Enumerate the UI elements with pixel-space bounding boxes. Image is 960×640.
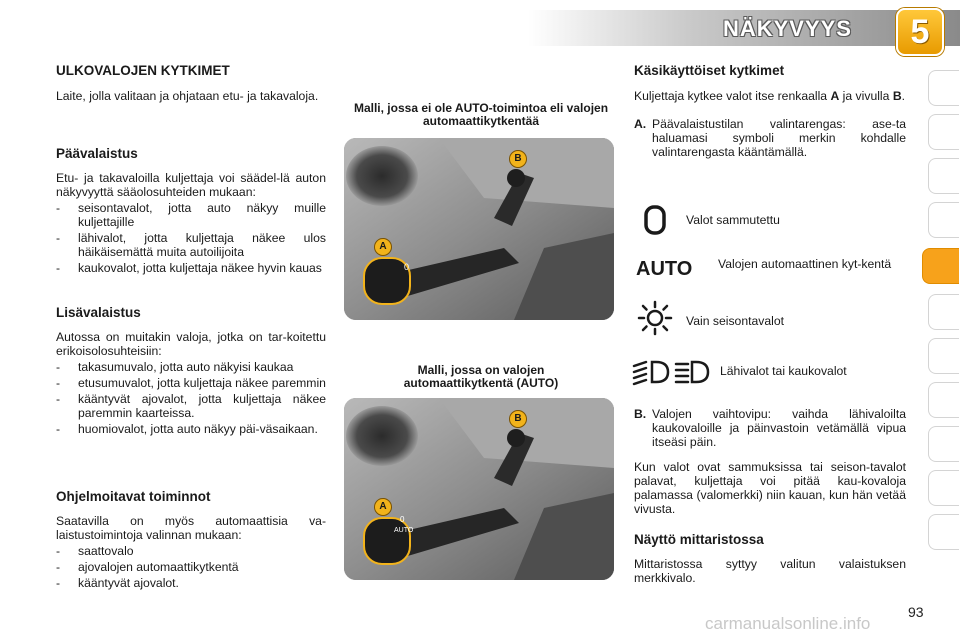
list-item: - ajovalojen automaattikytkentä	[56, 560, 239, 574]
lever-b-description: B. Valojen vaihtovipu: vaihda lähivaloilta kaukovaloille ja päinvastoin vetämällä vipua itseäsi päin.	[634, 407, 906, 449]
chapter-tab[interactable]	[928, 426, 959, 462]
manual-intro	[634, 89, 906, 103]
list-item: - etusumuvalot, jotta kuljettaja näkee paremmin	[56, 376, 326, 390]
chapter-tab[interactable]	[928, 114, 959, 150]
headlight-icon	[632, 358, 712, 386]
svg-text:0: 0	[404, 262, 410, 272]
main-lighting-block	[56, 171, 326, 275]
chapter-tab[interactable]	[928, 202, 959, 238]
intro-paragraph: Laite, jolla valitaan ja ohjataan etu- ja takavaloja.	[56, 89, 319, 103]
caption-with-auto: Malli, jossa on valojen automaattikytkentä (AUTO)	[403, 363, 559, 390]
section-title-exterior-lights: ULKOVALOJEN KYTKIMET	[56, 63, 230, 78]
label-a-badge: A	[374, 498, 392, 516]
svg-text:AUTO: AUTO	[394, 527, 414, 534]
manual-intro-text: Kuljettaja kytkee valot itse renkaalla A ja vivulla B.	[634, 89, 906, 103]
headlight-flash-text: Kun valot ovat sammuksissa tai seison-tavalot palavat, kuljettaja voi pitää kau-kovaloja palamassa (valomerkki) niin kauan, kun hän vetää vivusta.	[634, 460, 906, 516]
list-item: - kääntyvät ajovalot, jotta kuljettaja näkee paremmin kaarteissa.	[56, 392, 326, 420]
heading-main-lighting: Päävalaistus	[56, 146, 138, 161]
auto-icon: AUTO	[636, 258, 693, 280]
label-a-badge: A	[374, 238, 392, 256]
parking-light-icon	[636, 300, 674, 336]
list-item: - kääntyvät ajovalot.	[56, 576, 179, 590]
additional-lighting-text: Autossa on muitakin valoja, jotka on tar-koitettu erikoisolosuhteisiin:	[56, 330, 326, 358]
heading-manual-controls: Käsikäyttöiset kytkimet	[634, 63, 785, 78]
chapter-tab[interactable]	[928, 70, 959, 106]
icon-label-auto: Valojen automaattinen kyt-kentä	[718, 257, 892, 271]
list-item: - saattovalo	[56, 544, 134, 558]
zero-icon	[640, 205, 672, 235]
chapter-tab[interactable]	[928, 470, 959, 506]
chapter-number-badge: 5	[896, 8, 944, 56]
icon-label-off: Valot sammutettu	[686, 213, 780, 227]
list-item: - takasumuvalo, jotta auto näkyisi kaukaa	[56, 360, 294, 374]
main-lighting-text: Etu- ja takavaloilla kuljettaja voi säädel-lä auton näkyvyyttä sääolosuhteiden mukaan:	[56, 171, 326, 199]
chapter-tab[interactable]	[928, 158, 959, 194]
chapter-tab[interactable]	[928, 338, 959, 374]
watermark: carmanualsonline.info	[705, 614, 871, 633]
icon-label-parking: Vain seisontavalot	[686, 314, 785, 328]
caption-without-auto: Malli, jossa ei ole AUTO-toimintoa eli valojen automaattikytkentää	[353, 101, 609, 128]
page-header	[0, 0, 960, 52]
page-number: 93	[908, 604, 924, 620]
list-item: - kaukovalot, jotta kuljettaja näkee hyvin kauas	[56, 261, 322, 275]
lever-illustration-without-auto	[344, 138, 614, 320]
chapter-tabs	[928, 70, 960, 580]
lever-photo-without-auto	[344, 138, 614, 320]
intro-text	[56, 89, 326, 103]
list-item: - lähivalot, jotta kuljettaja näkee ulos häikäisemättä muita autoilijoita	[56, 231, 326, 259]
lever-photo-with-auto	[344, 398, 614, 580]
programmable-text: Saatavilla on myös automaattisia va-laistustoimintoja valinnan mukaan:	[56, 514, 326, 542]
chapter-tab-active[interactable]	[922, 248, 959, 284]
label-b-badge: B	[509, 410, 527, 428]
chapter-tab[interactable]	[928, 382, 959, 418]
chapter-title: NÄKYVYYS	[722, 16, 852, 41]
chapter-tab[interactable]	[928, 514, 959, 550]
svg-text:0: 0	[400, 515, 405, 524]
ring-a-description: A. Päävalaistustilan valintarengas: ase-ta haluamasi symboli merkin kohdalle valintarengasta kääntämällä.	[634, 117, 906, 159]
heading-additional-lighting: Lisävalaistus	[56, 305, 141, 320]
icon-row-off	[640, 205, 672, 238]
icon-row-headlights	[632, 358, 712, 389]
list-item: - seisontavalot, jotta auto näkyy muille kuljettajille	[56, 201, 326, 229]
lever-illustration-with-auto	[344, 398, 614, 580]
list-item: - huomiovalot, jotta auto näkyy päi-väsaikaan.	[56, 422, 318, 436]
icon-label-headlights: Lähivalot tai kaukovalot	[720, 364, 847, 378]
label-b-badge: B	[509, 150, 527, 168]
programmable-block	[56, 514, 326, 590]
instrument-display-text: Mittaristossa syttyy valitun valaistuksen merkkivalo.	[634, 557, 906, 585]
additional-lighting-block	[56, 330, 326, 436]
icon-row-parking	[636, 300, 674, 339]
heading-instrument-display: Näyttö mittaristossa	[634, 532, 764, 547]
heading-programmable: Ohjelmoitavat toiminnot	[56, 489, 211, 504]
chapter-tab[interactable]	[928, 294, 959, 330]
